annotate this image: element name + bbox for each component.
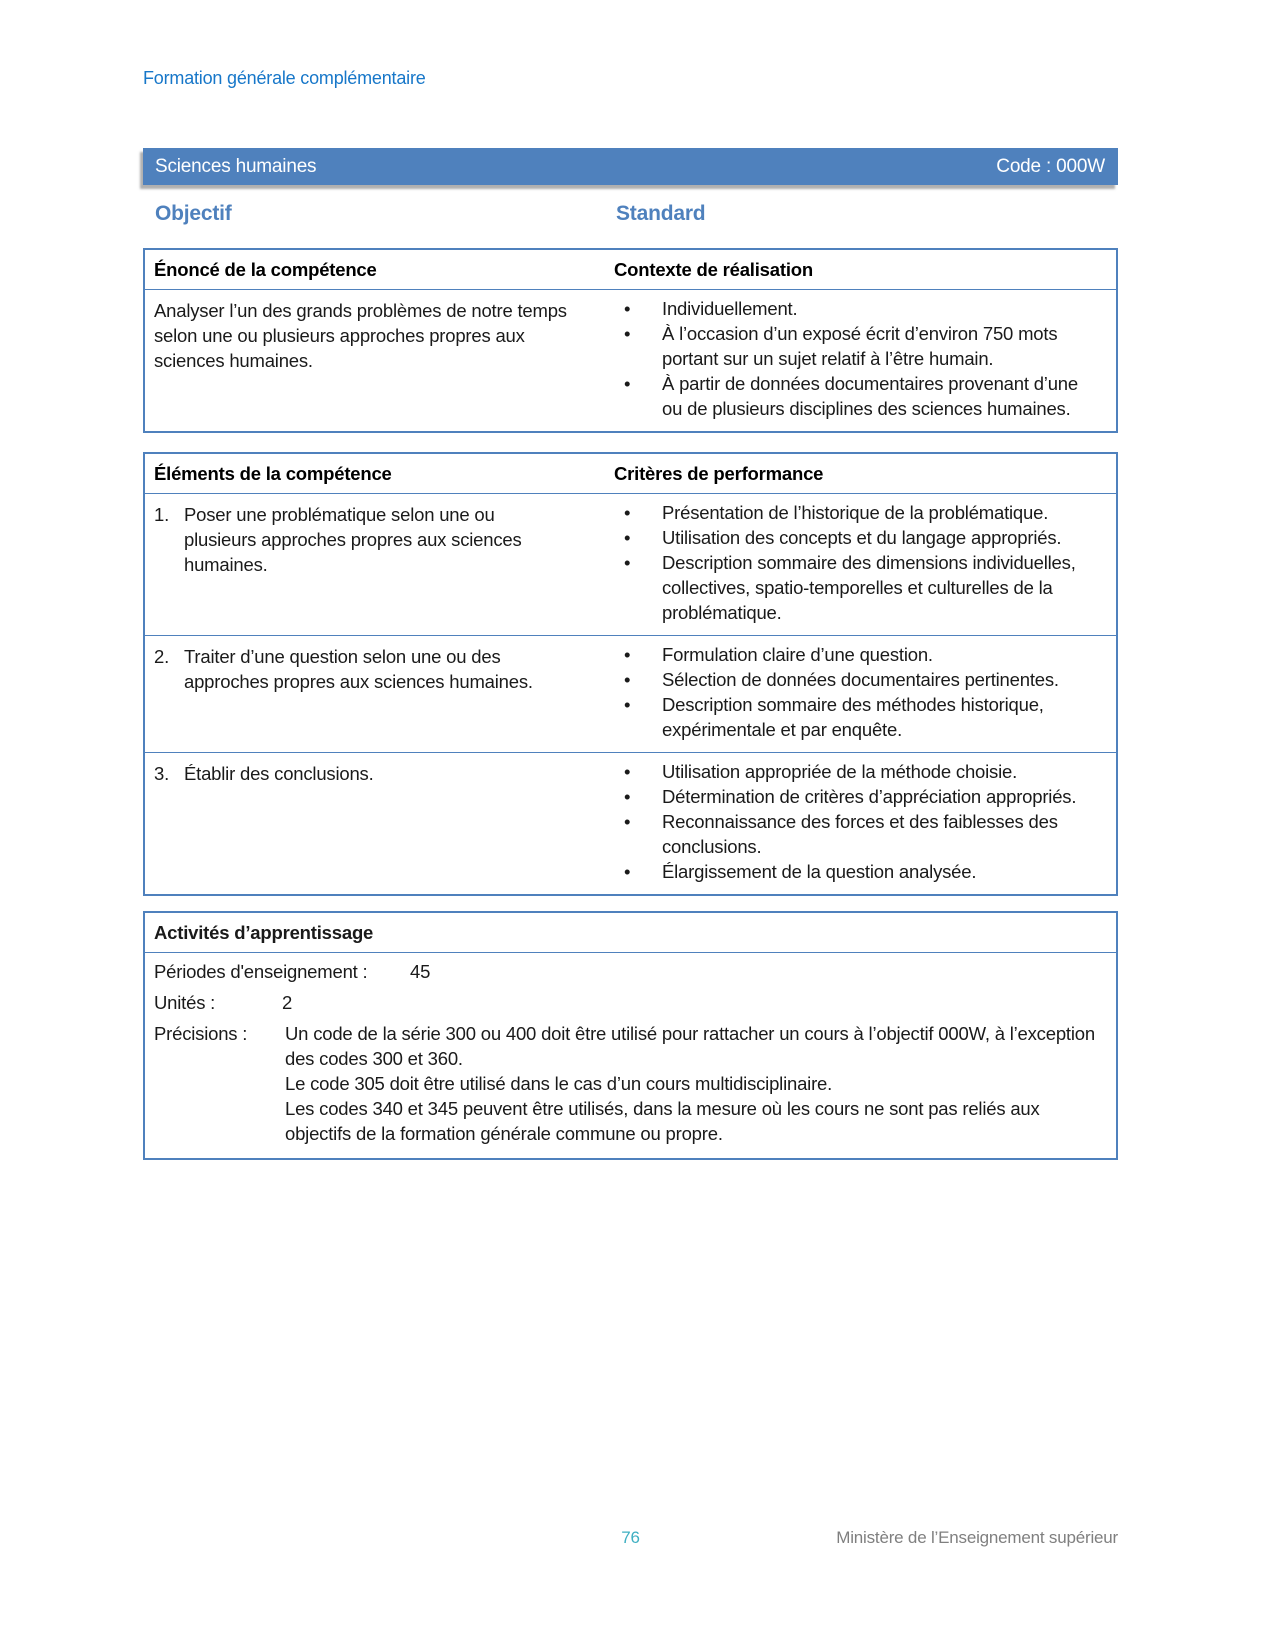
numbered-element	[154, 502, 594, 577]
competency-table-body-row	[145, 290, 1116, 431]
header-elements-competence: Éléments de la compétence	[154, 463, 392, 484]
list-item	[614, 642, 1104, 667]
list-item-text: Description sommaire des méthodes historique, expérimentale et par enquête.	[662, 694, 1044, 740]
element-text: Établir des conclusions.	[184, 763, 374, 784]
page-footer	[143, 1528, 1118, 1548]
units-row	[154, 990, 1104, 1015]
list-item	[614, 667, 1104, 692]
list-item-text: Élargissement de la question analysée.	[662, 861, 977, 882]
element-number: 1.	[154, 504, 170, 525]
competency-statement-cell	[145, 290, 614, 431]
header-enonce-competence: Énoncé de la compétence	[154, 259, 377, 280]
list-item	[614, 550, 1104, 625]
precisions-text	[285, 1021, 1104, 1146]
bullet-icon	[614, 642, 662, 667]
list-item-text: Détermination de critères d’appréciation appropriés.	[662, 786, 1077, 807]
list-item	[614, 784, 1104, 809]
element-text: Poser une problématique selon une ou plusieurs approches propres aux sciences humaines.	[184, 504, 522, 575]
competency-statement: Analyser l’un des grands problèmes de notre temps selon une ou plusieurs approches propres aux sciences humaines.	[154, 300, 567, 371]
list-item	[614, 692, 1104, 742]
course-title: Sciences humaines	[155, 155, 317, 177]
list-item-text: Reconnaissance des forces et des faiblesses des conclusions.	[662, 811, 1058, 857]
element-cell	[145, 494, 614, 635]
list-item	[614, 371, 1104, 421]
activities-body	[145, 953, 1116, 1158]
page-content	[143, 148, 1118, 1160]
list-item	[614, 525, 1104, 550]
numbered-element	[154, 644, 594, 694]
header-contexte-realisation: Contexte de réalisation	[614, 259, 813, 280]
page-number: 76	[621, 1528, 640, 1547]
table-row	[145, 636, 1116, 753]
bullet-icon	[614, 525, 662, 550]
bullet-icon	[614, 500, 662, 525]
periods-row	[154, 959, 1104, 984]
precisions-row	[154, 1021, 1104, 1146]
competency-table-header-row	[145, 250, 1116, 290]
bullet-icon	[614, 667, 662, 692]
bullet-icon	[614, 759, 662, 784]
list-item	[614, 809, 1104, 859]
criteria-bullet-list	[614, 636, 1116, 752]
list-item	[614, 859, 1104, 884]
list-item-text: Utilisation appropriée de la méthode choisie.	[662, 761, 1018, 782]
bullet-icon	[614, 321, 662, 371]
list-item-text: Présentation de l’historique de la problématique.	[662, 502, 1049, 523]
competency-table	[143, 248, 1118, 433]
bullet-icon	[614, 859, 662, 884]
heading-objectif: Objectif	[155, 202, 232, 225]
criteria-bullet-list	[614, 494, 1116, 635]
numbered-element	[154, 761, 594, 786]
list-item-text: Individuellement.	[662, 298, 798, 319]
column-headings	[143, 202, 1118, 229]
element-text: Traiter d’une question selon une ou des approches propres aux sciences humaines.	[184, 646, 533, 692]
course-code: Code : 000W	[996, 155, 1105, 177]
activities-table	[143, 911, 1118, 1160]
bullet-icon	[614, 371, 662, 421]
list-item-text: À l’occasion d’un exposé écrit d’environ 750 mots portant sur un sujet relatif à l’être humain.	[662, 323, 1058, 369]
bullet-icon	[614, 809, 662, 859]
running-header: Formation générale complémentaire	[143, 68, 426, 88]
precision-paragraph: Un code de la série 300 ou 400 doit être utilisé pour rattacher un cours à l’objectif 000W, à l’exception des codes 300 et 360.	[285, 1023, 1095, 1069]
bullet-icon	[614, 550, 662, 625]
element-number: 2.	[154, 646, 170, 667]
header-criteres-performance: Critères de performance	[614, 463, 824, 484]
list-item	[614, 296, 1104, 321]
list-item-text: Utilisation des concepts et du langage appropriés.	[662, 527, 1062, 548]
list-item	[614, 500, 1104, 525]
list-item-text: Description sommaire des dimensions individuelles, collectives, spatio-temporelles et culturelles de la problématique.	[662, 552, 1076, 623]
list-item	[614, 759, 1104, 784]
element-number: 3.	[154, 763, 170, 784]
elements-table-header-row	[145, 454, 1116, 494]
elements-table	[143, 452, 1118, 896]
units-label: Unités :	[154, 992, 216, 1013]
table-row	[145, 753, 1116, 894]
list-item-text: Sélection de données documentaires pertinentes.	[662, 669, 1059, 690]
table-row	[145, 494, 1116, 636]
element-cell	[145, 636, 614, 752]
precision-paragraph: Les codes 340 et 345 peuvent être utilisés, dans la mesure où les cours ne sont pas reliés aux objectifs de la formation générale commune ou propre.	[285, 1098, 1040, 1144]
list-item-text: À partir de données documentaires provenant d’une ou de plusieurs disciplines des sciences humaines.	[662, 373, 1078, 419]
list-item-text: Formulation claire d’une question.	[662, 644, 933, 665]
criteria-bullet-list	[614, 753, 1116, 894]
ministry-name: Ministère de l’Enseignement supérieur	[836, 1528, 1118, 1547]
units-value: 2	[282, 992, 293, 1013]
list-item	[614, 321, 1104, 371]
precision-paragraph: Le code 305 doit être utilisé dans le cas d’un cours multidisciplinaire.	[285, 1073, 833, 1094]
precisions-label: Précisions :	[154, 1023, 248, 1044]
heading-standard: Standard	[616, 202, 706, 225]
title-bar	[143, 148, 1118, 185]
bullet-icon	[614, 784, 662, 809]
context-bullet-list	[614, 290, 1116, 431]
periods-value: 45	[410, 961, 431, 982]
periods-label: Périodes d'enseignement :	[154, 961, 368, 982]
bullet-icon	[614, 296, 662, 321]
bullet-icon	[614, 692, 662, 742]
element-cell	[145, 753, 614, 894]
header-activites-apprentissage: Activités d’apprentissage	[145, 913, 1116, 953]
